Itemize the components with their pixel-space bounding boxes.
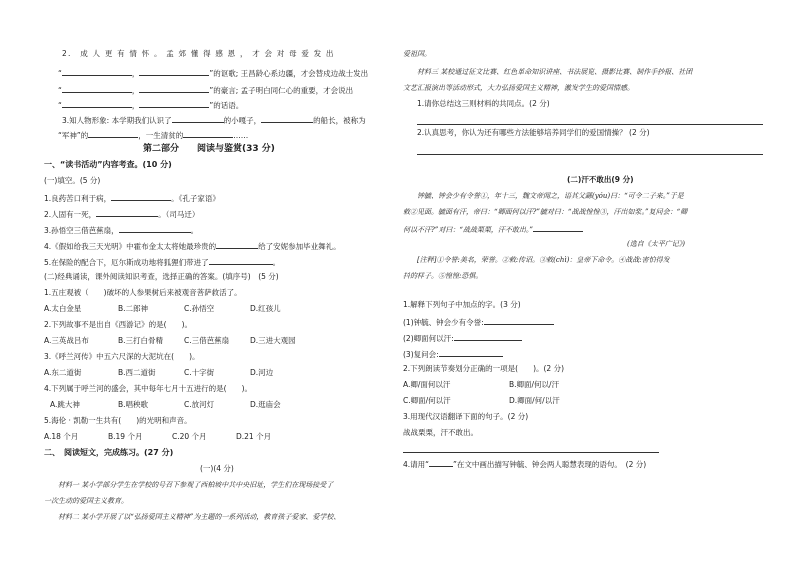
material2-line1: 材料二 某小学开展了以“弘扬爱国主义精神”为主题的一系列活动，教育孩子爱家、爱学校、 bbox=[58, 513, 341, 521]
choice-q4-option[interactable]: A.跳大神 bbox=[50, 400, 80, 409]
answer-blank[interactable] bbox=[139, 84, 209, 93]
q3-text: 的小嘎子， bbox=[223, 116, 262, 125]
passage-q3: 3.用现代汉语翻译下面的句子。(2 分) bbox=[403, 412, 529, 421]
material2-line2: 爱祖国。 bbox=[403, 50, 431, 58]
passage-q3-sentence: 战战栗栗，汗不敢出。 bbox=[403, 428, 478, 437]
fill-text: 。（司马迁） bbox=[158, 210, 200, 219]
comma: ， bbox=[131, 69, 140, 78]
fill-text: 。 bbox=[272, 258, 281, 267]
passage-q1: 1.解释下列句子中加点的字。(3 分) bbox=[403, 300, 521, 309]
notes-line2: 抖的样子。⑤惶惶:恐惧。 bbox=[403, 272, 483, 280]
passage-q1a bbox=[403, 316, 554, 328]
wavy-line-sample bbox=[429, 461, 453, 467]
passage-q2-option[interactable]: B.卿面/何以/汗 bbox=[509, 380, 560, 389]
answer-blank[interactable] bbox=[209, 256, 273, 265]
passage-q1b bbox=[403, 332, 522, 344]
answer-blank[interactable] bbox=[139, 67, 209, 76]
choice-q3-option[interactable]: A.东二道街 bbox=[44, 368, 82, 377]
passage-q2-option[interactable]: A.卿/面何以汗 bbox=[403, 380, 451, 389]
answer-blank[interactable] bbox=[62, 84, 132, 93]
q3-text: …… bbox=[233, 131, 249, 140]
notes-line1: [注释]①令誉:美名，荣誉。②敕:传诏。③敕(chì)：皇帝下命令。④战战:害怕得发 bbox=[417, 256, 670, 264]
answer-blank[interactable] bbox=[261, 114, 313, 123]
choice-q2: 2.下列故事不是出自《西游记》的是( )。 bbox=[44, 320, 193, 329]
passage-line3 bbox=[403, 223, 583, 235]
q3-text: 的船长，被称为 bbox=[313, 116, 366, 125]
comma: ， bbox=[131, 101, 140, 110]
answer-blank[interactable] bbox=[439, 348, 503, 357]
passage-q1c bbox=[403, 348, 503, 360]
fill-text: 4.《假如给我三天光明》中霍布金太太将她最珍贵的 bbox=[44, 242, 217, 251]
q3-text: 3.知人物形象: 本学期我们认识了 bbox=[62, 116, 172, 125]
answer-line[interactable] bbox=[417, 116, 763, 125]
answer-blank[interactable] bbox=[119, 224, 191, 233]
choice-q5: 5.海伦 · 凯勒一生共有( )的光明和声音。 bbox=[44, 416, 192, 425]
passage-q2-option[interactable]: D.卿面/何/以汗 bbox=[509, 396, 560, 405]
answer-line[interactable] bbox=[417, 146, 763, 155]
q2-line4-text: ”的话语。 bbox=[209, 101, 244, 110]
quote-open: “ bbox=[58, 86, 62, 95]
choice-q5-option[interactable]: C.20 个月 bbox=[172, 432, 207, 441]
fill-text: 1.良药苦口利于病， bbox=[44, 194, 112, 203]
q3-line1 bbox=[62, 114, 366, 126]
choice-q5-option[interactable]: A.18 个月 bbox=[44, 432, 79, 441]
q2-line2 bbox=[58, 67, 368, 79]
choice-q3-option[interactable]: D.河边 bbox=[250, 368, 274, 377]
answer-blank[interactable] bbox=[88, 129, 138, 138]
answer-blank[interactable] bbox=[533, 223, 583, 232]
choice-q2-option[interactable]: B.三打白骨精 bbox=[118, 336, 164, 345]
q4-text: ”在文中画出描写钟毓、钟会两人聪慧表现的语句。 (2 分) bbox=[453, 460, 647, 469]
fill-item-3 bbox=[44, 224, 198, 236]
q1a-text: (1)钟毓、钟会少有令誉: bbox=[403, 318, 484, 327]
choice-q3-option[interactable]: B.西二道街 bbox=[118, 368, 156, 377]
answer-blank[interactable] bbox=[139, 99, 209, 108]
fill-text: 给了安妮参加毕业舞礼。 bbox=[258, 242, 341, 251]
passage-text: 何以不汗?”对曰：“战战栗栗，汗不敢出。” bbox=[403, 226, 533, 234]
q3-text: ，一生清贫的 bbox=[138, 131, 184, 140]
material3-line1: 材料三 某校通过征文比赛、红色革命知识讲座、书法展览、摄影比赛、制作手抄报、社团 bbox=[417, 68, 693, 76]
section2-title: 二、 阅读短文，完成练习。(27 分) bbox=[44, 448, 174, 457]
q2-line4 bbox=[58, 99, 243, 111]
reading1-subtitle: (一)(4 分) bbox=[200, 464, 234, 473]
comma: ， bbox=[131, 86, 140, 95]
fill-item-2 bbox=[44, 208, 199, 220]
part2-title: 第二部分 阅读与鉴赏(33 分) bbox=[143, 144, 275, 154]
material3-line2: 文艺汇报演出等活动形式，大力弘扬爱国主义精神，激发学生的爱国情感。 bbox=[403, 84, 634, 92]
material1-line1: 材料一 某小学部分学生在学校的号召下参观了西柏坡中共中央旧址，学生们在现场接受了 bbox=[58, 481, 334, 489]
answer-blank[interactable] bbox=[172, 114, 224, 123]
answer-blank[interactable] bbox=[111, 192, 171, 201]
fill-text: 。 bbox=[190, 226, 199, 235]
q4-text: 4.请用“ bbox=[403, 460, 430, 469]
choice-q3: 3.《呼兰河传》中五六尺深的大泥坑在( )。 bbox=[44, 352, 200, 361]
choice-q2-option[interactable]: A.三英战吕布 bbox=[44, 336, 89, 345]
material1-line2: 一次生动的爱国主义教育。 bbox=[44, 497, 128, 505]
fill-item-1 bbox=[44, 192, 220, 204]
choice-q3-option[interactable]: C.十字街 bbox=[184, 368, 215, 377]
answer-blank[interactable] bbox=[216, 240, 258, 249]
q3-line2 bbox=[58, 129, 248, 141]
fill-text: 。《孔子家语》 bbox=[171, 194, 220, 203]
answer-blank[interactable] bbox=[62, 67, 132, 76]
quote-open: “ bbox=[58, 101, 62, 110]
fill-text: 5.在保险的配合下，厄尔斯成功地将狐狸们带进了 bbox=[44, 258, 209, 267]
passage-q4 bbox=[403, 460, 646, 470]
answer-line[interactable] bbox=[403, 444, 659, 453]
q2-line2-text: ”的讴歌; 王昌龄心系边疆，才会替戍边战士发出 bbox=[209, 69, 369, 78]
choice-q5-option[interactable]: D.21 个月 bbox=[236, 432, 272, 441]
answer-blank[interactable] bbox=[183, 129, 233, 138]
passage2-title: (二)汗不敢出(9 分) bbox=[567, 175, 634, 184]
choice-q4-option[interactable]: B.唱秧歌 bbox=[118, 400, 149, 409]
passage-q2-option[interactable]: C.卿面/何以汗 bbox=[403, 396, 451, 405]
choice-q1: 1.五庄观被（ )破坏的人参果树后来被观音菩萨救活了。 bbox=[44, 288, 242, 297]
fill-text: 3.孙悟空三借芭蕉扇， bbox=[44, 226, 119, 235]
passage-source: (选自《太平广记》) bbox=[627, 240, 685, 248]
choice-subtitle: (二)经典诵读，课外阅读知识考查，选择正确的答案。(填序号) (5 分) bbox=[44, 272, 279, 281]
answer-blank[interactable] bbox=[484, 316, 554, 325]
answer-blank[interactable] bbox=[96, 208, 158, 217]
q2-line3 bbox=[58, 84, 353, 96]
choice-q1-option[interactable]: D.红孩儿 bbox=[250, 304, 281, 313]
choice-q2-option[interactable]: C.三借芭蕉扇 bbox=[184, 336, 230, 345]
passage-line1: 钟毓、钟会少有令誉①，年十三，魏文帝闻之，语其父繇(yóu)曰：“可令二子来。”于是 bbox=[417, 192, 684, 200]
choice-q4-option[interactable]: C.放河灯 bbox=[184, 400, 215, 409]
q2-line1: 2. 成 人 更 有 情 怀 。 孟 郊 懂 得 感 恩 ， 才 会 对 母 爱 发 出 bbox=[62, 49, 335, 58]
section1-title: 一、“读书活动”内容考查。(10 分) bbox=[44, 160, 172, 169]
quote-open: “ bbox=[58, 69, 62, 78]
choice-q1-option[interactable]: B.二郎神 bbox=[118, 304, 149, 313]
choice-q5-option[interactable]: B.19 个月 bbox=[108, 432, 143, 441]
answer-blank[interactable] bbox=[62, 99, 132, 108]
passage-q2: 2.下列朗读节奏划分正确的一项是( )。(2 分) bbox=[403, 364, 565, 373]
q3-text: “军神”的 bbox=[58, 131, 89, 140]
answer-blank[interactable] bbox=[454, 332, 522, 341]
choice-q2-option[interactable]: D.三进大观园 bbox=[250, 336, 296, 345]
q1c-text: (3)复问会: bbox=[403, 350, 439, 359]
choice-q4: 4.下列属于呼兰河的盛会，其中每年七月十五进行的是( )。 bbox=[44, 384, 253, 393]
q1b-text: (2)卿面何以汗: bbox=[403, 334, 454, 343]
passage-line2: 敕②见面。毓面有汗，帝曰：“卿面何以汗?”毓对曰：“战战惶惶③，汗出如浆。”复问会：“卿 bbox=[403, 208, 688, 216]
choice-q4-option[interactable]: D.逛庙会 bbox=[250, 400, 281, 409]
fill-item-4 bbox=[44, 240, 341, 252]
q2-line3-text: ”的豪言; 孟子明白同仁心的重要，才会说出 bbox=[209, 86, 354, 95]
fill-item-5 bbox=[44, 256, 280, 268]
fill-subtitle: (一)填空。(5 分) bbox=[44, 176, 101, 185]
choice-q1-option[interactable]: C.孙悟空 bbox=[184, 304, 215, 313]
choice-q1-option[interactable]: A.太白金星 bbox=[44, 304, 82, 313]
reading-q1: 1.请你总结这三则材料的共同点。(2 分) bbox=[417, 99, 550, 108]
fill-text: 2.人固有一死， bbox=[44, 210, 97, 219]
reading-q2: 2.认真思考，你认为还有哪些方法能够培养同学们的爱国情操？ (2 分) bbox=[417, 128, 650, 137]
